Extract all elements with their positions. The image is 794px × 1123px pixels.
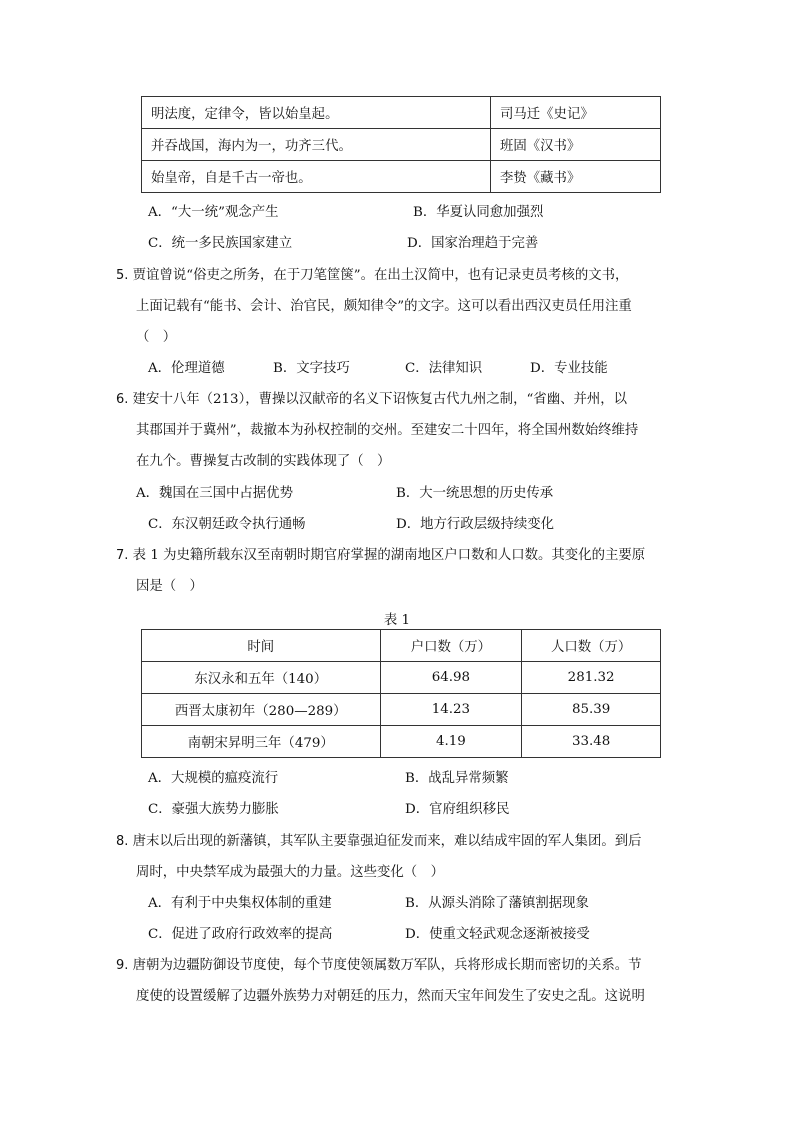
q6-option-b[interactable]: B．大一统思想的历史传承 [396, 486, 554, 501]
table-row [142, 662, 661, 694]
column-header: 人口数（万） [522, 630, 661, 662]
q7-stem [116, 544, 645, 563]
question-number: 8. [116, 834, 129, 849]
q9-line-2: 度使的设置缓解了边疆外族势力对朝廷的压力，然而天宝年间发生了安史之乱。这说明 [136, 989, 645, 1004]
table-cell: 281.32 [522, 662, 661, 694]
column-header: 时间 [142, 630, 381, 662]
table-row [142, 726, 661, 758]
question-number: 9. [116, 958, 129, 973]
q5-option-d[interactable]: D．专业技能 [530, 361, 608, 376]
q7-option-a[interactable]: A．大规模的瘟疫流行 [148, 771, 279, 786]
q7-option-d[interactable]: D．官府组织移民 [405, 802, 510, 817]
q7-option-c[interactable]: C．豪强大族势力膨胀 [148, 802, 279, 817]
q5-option-c[interactable]: C．法律知识 [405, 361, 483, 376]
source-cell: 班固《汉书》 [491, 129, 661, 161]
q6-line-2: 其郡国并于冀州”，裁撤本为孙权控制的交州。至建安二十四年，将全国州数始终维持 [136, 423, 639, 438]
q5-line-2: 上面记载有“能书、会计、治官民，颇知律令”的文字。这可以看出西汉吏员任用注重 [136, 299, 632, 314]
q4-option-a[interactable]: A．“大一统”观念产生 [148, 205, 279, 220]
table-cell: 南朝宋昇明三年（479） [142, 726, 381, 758]
table-cell: 东汉永和五年（140） [142, 662, 381, 694]
q5-stem [116, 264, 628, 283]
population-table [141, 629, 661, 758]
quote-cell: 始皇帝，自是千古一帝也。 [142, 161, 491, 193]
table-cell: 33.48 [522, 726, 661, 758]
q6-option-d[interactable]: D．地方行政层级持续变化 [396, 517, 555, 532]
table-cell: 85.39 [522, 694, 661, 726]
column-header: 户口数（万） [380, 630, 522, 662]
table-row [142, 129, 661, 161]
source-cell: 李贽《藏书》 [491, 161, 661, 193]
table-header-row [142, 630, 661, 662]
q5-option-a[interactable]: A．伦理道德 [148, 361, 225, 376]
q8-option-c[interactable]: C．促进了政府行政效率的提高 [148, 927, 333, 942]
table-row [142, 694, 661, 726]
q6-stem [116, 388, 627, 407]
quote-cell: 并吞战国，海内为一，功齐三代。 [142, 129, 491, 161]
table-cell: 14.23 [380, 694, 522, 726]
question-number: 6. [116, 392, 129, 407]
q7-line-2: 因是（ ） [136, 579, 203, 594]
table-cell: 64.98 [380, 662, 522, 694]
table-cell: 西晋太康初年（280—289） [142, 694, 381, 726]
q5-line-1: 贾谊曾说“俗吏之所务，在于刀笔筐箧”。在出土汉简中，也有记录吏员考核的文书， [132, 268, 629, 283]
table-row [142, 97, 661, 129]
q9-stem [116, 954, 642, 973]
q6-option-a[interactable]: A．魏国在三国中占据优势 [136, 486, 293, 501]
table-row [142, 161, 661, 193]
question-number: 7. [116, 548, 129, 563]
table-caption: 表 1 [383, 613, 411, 628]
q7-line-1: 表 1 为史籍所载东汉至南朝时期官府掌握的湖南地区户口数和人口数。其变化的主要原 [132, 548, 646, 563]
q8-line-1: 唐末以后出现的新藩镇，其军队主要靠强迫征发而来，难以结成牢固的军人集团。到后 [132, 834, 642, 849]
q6-option-c[interactable]: C．东汉朝廷政令执行通畅 [148, 517, 306, 532]
q4-option-d[interactable]: D．国家治理趋于完善 [407, 236, 539, 251]
q8-option-b[interactable]: B．从源头消除了藩镇割据现象 [405, 896, 589, 911]
q4-option-c[interactable]: C．统一多民族国家建立 [148, 236, 293, 251]
q6-line-3: 在九个。曹操复古改制的实践体现了（ ） [136, 454, 391, 469]
quote-table [141, 96, 661, 193]
q8-stem [116, 830, 642, 849]
q8-line-2: 周时，中央禁军成为最强大的力量。这些变化（ ） [136, 865, 444, 880]
q4-option-b[interactable]: B．华夏认同愈加强烈 [413, 205, 544, 220]
source-cell: 司马迁《史记》 [491, 97, 661, 129]
quote-cell: 明法度，定律令，皆以始皇起。 [142, 97, 491, 129]
q6-line-1: 建安十八年（213），曹操以汉献帝的名义下诏恢复古代九州之制，“省幽、并州，以 [132, 392, 628, 407]
q5-option-b[interactable]: B．文字技巧 [273, 361, 350, 376]
question-number: 5. [116, 268, 129, 283]
q5-answer-blank: （ ） [136, 330, 177, 345]
q8-option-a[interactable]: A．有利于中央集权体制的重建 [148, 896, 332, 911]
q9-line-1: 唐朝为边疆防御设节度使，每个节度使领属数万军队，兵将形成长期而密切的关系。节 [132, 958, 642, 973]
table-cell: 4.19 [380, 726, 522, 758]
q7-option-b[interactable]: B．战乱异常频繁 [405, 771, 509, 786]
q8-option-d[interactable]: D．使重文轻武观念逐渐被接受 [405, 927, 590, 942]
